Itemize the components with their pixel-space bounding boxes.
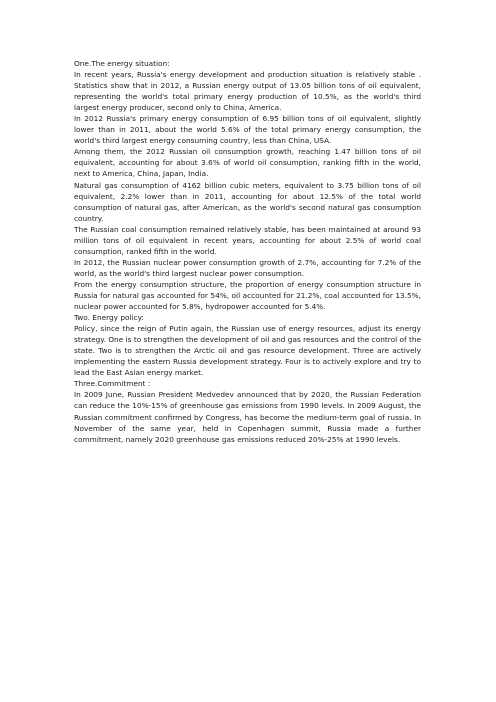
document-body (74, 58, 421, 445)
paragraph-natural-gas-consumption: Natural gas consumption of 4162 billion cubic meters, equivalent to 3.75 billion tons of oil equivalent, 2.2% lower than in 2011, accounting for about 12.5% of the total world consumption of natural gas, after American, as the world's second natural gas consumption country. (74, 180, 421, 223)
section-heading-commitment: Three.Commitment : (74, 379, 151, 389)
paragraph-energy-policy: Policy, since the reign of Putin again, the Russian use of energy resources, adjust its energy strategy. One is to strengthen the development of oil and gas resources and the control of the state. Two is to strengthen the Arctic oil and gas resource development. Three are actively implementing the eastern Russia development strategy. Four is to actively explore and try to lead the East Asian energy market. (74, 324, 421, 378)
section-heading-energy-situation: One.The energy situation: (74, 59, 170, 68)
paragraph-nuclear-power: In 2012, the Russian nuclear power consumption growth of 2.7%, accounting for 7.2% of the world, as the world's third largest nuclear power consumption. (74, 257, 421, 278)
paragraph-oil-consumption: Among them, the 2012 Russian oil consumption growth, reaching 1.47 billion tons of oil equivalent, accounting for about 3.6% of world oil consumption, ranking fifth in the world, next to America, China, Japan, India. (74, 147, 421, 179)
paragraph-coal-consumption: The Russian coal consumption remained relatively stable, has been maintained at around 93 million tons of oil equivalent in recent years, accounting for about 2.5% of world coal consumption, ranked fifth in the world. (74, 224, 421, 256)
paragraph-consumption-structure: From the energy consumption structure, the proportion of energy consumption structure in Russia for natural gas accounted for 54%, oil accounted for 21.2%, coal accounted for 13.5%, nuclear power accounted for 5.8%, hydropower accounted for 5.4%. (74, 279, 421, 312)
paragraph-commitment: In 2009 June, Russian President Medvedev announced that by 2020, the Russian Federation can reduce the 10%-15% of greenhouse gas emissions from 1990 levels. In 2009 August, the Russian commitment confirmed by Congress, has become the medium-term goal of russia. In November of the same year, held in Copenhagen summit, Russia made a further commitment, namely 2020 greenhouse gas emissions reduced 20%-25% at 1990 levels. (74, 390, 421, 444)
section-heading-energy-policy: Two. Energy policy: (74, 313, 144, 323)
paragraph-primary-energy-consumption: In 2012 Russia's primary energy consumption of 6.95 billion tons of oil equivalent, slightly lower than in 2011, about the world 5.6% of the total primary energy consumption, the world's third largest energy consuming country, less than China, USA. (74, 114, 421, 146)
paragraph-energy-production: In recent years, Russia's energy development and production situation is relatively stable . Statistics show that in 2012, a Russian energy output of 13.05 billion tons of oil equivalent, representing the world's total primary energy production of 10.5%, as the world's third largest energy producer, second only to China, America. (74, 70, 421, 113)
